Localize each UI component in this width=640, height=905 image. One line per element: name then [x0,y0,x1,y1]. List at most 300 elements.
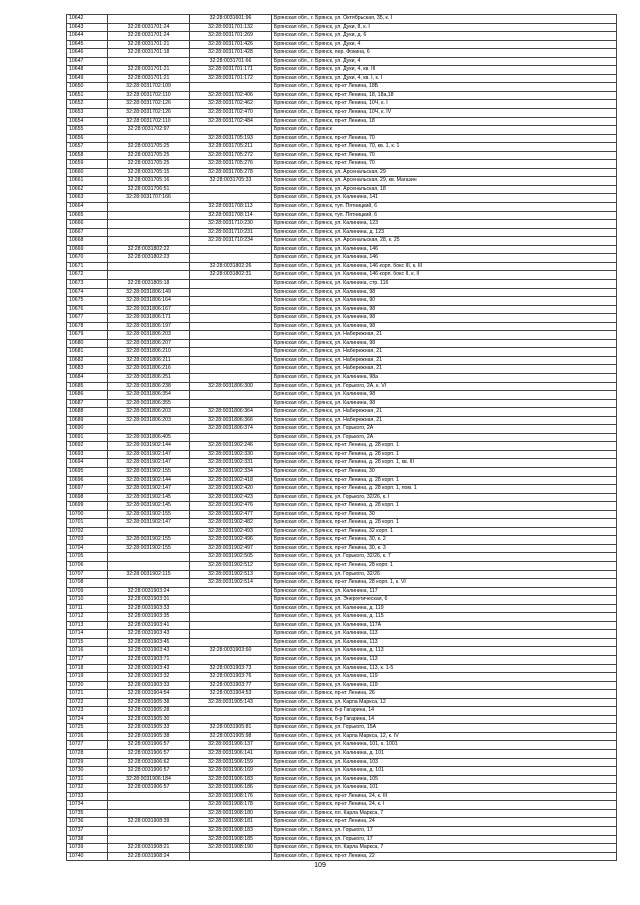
address-cell: Брянская обл., г. Брянск, пр-кт Ленина, д. 28 корп. 1 [272,476,617,485]
land-cadastral-number-cell: 32:28:0031903:32 [108,673,190,682]
object-cadastral-number-cell: 32:28:0031908:178 [190,801,272,810]
address-cell: Брянская обл., г. Брянск, ул. Энергетическая, 6 [272,596,617,605]
row-number-cell: 10705 [67,553,108,562]
row-number-cell: 10735 [67,809,108,818]
land-cadastral-number-cell: 32:28:0031701:21 [108,66,190,75]
address-cell: Брянская обл., г. Брянск, пр-кт Ленина, 24, к. I [272,801,617,810]
object-cadastral-number-cell: 32:28:0031906:137 [190,741,272,750]
row-number-cell: 10664 [67,203,108,212]
land-cadastral-number-cell: 32:28:0031706:51 [108,185,190,194]
object-cadastral-number-cell [190,331,272,340]
row-number-cell: 10716 [67,647,108,656]
address-cell: Брянская обл., г. Брянск, ул. Горького, 32/26, к. I [272,493,617,502]
object-cadastral-number-cell: 32:28:0031701:171 [190,66,272,75]
table-row [67,792,617,801]
address-cell: Брянская обл., г. Брянск, пр-кт Ленина, 24, к. III [272,792,617,801]
object-cadastral-number-cell [190,356,272,365]
object-cadastral-number-cell: 32:28:0031701:66 [190,57,272,66]
address-cell: Брянская обл., г. Брянск, ул. Горького, 32/26 [272,570,617,579]
address-cell: Брянская обл., г. Брянск, пр-кт Ленина, 70 [272,134,617,143]
address-cell: Брянская обл., г. Брянск, ул. Арсенальская, 18 [272,185,617,194]
row-number-cell: 10653 [67,109,108,118]
table-row [67,630,617,639]
address-cell: Брянская обл., г. Брянск, ул. Калинина, д. 115 [272,613,617,622]
address-cell: Брянская обл., г. Брянск, ул. Горького, 2А, к. VI [272,382,617,391]
row-number-cell: 10642 [67,15,108,24]
land-cadastral-number-cell: 32:28:0031905:30 [108,715,190,724]
land-cadastral-number-cell: 32:28:0031902:155 [108,544,190,553]
table-row [67,408,617,417]
land-cadastral-number-cell: 32:28:0031902:147 [108,519,190,528]
address-cell: Брянская обл., г. Брянск, пр-кт Ленина, д. 28 корп. 1, пом. 1 [272,485,617,494]
table-row [67,262,617,271]
address-cell: Брянская обл., г. Брянск, ул. Калинина, 146 [272,254,617,263]
land-cadastral-number-cell: 32:28:0031908:21 [108,844,190,853]
address-cell: Брянская обл., г. Брянск, ул. Калинина, 119 [272,673,617,682]
row-number-cell: 10685 [67,382,108,391]
address-cell: Брянская обл., г. Брянск, ул. Набережная, 21 [272,408,617,417]
land-cadastral-number-cell: 32:28:0031904:54 [108,690,190,699]
land-cadastral-number-cell [108,211,190,220]
row-number-cell: 10717 [67,656,108,665]
row-number-cell: 10740 [67,852,108,861]
row-number-cell: 10707 [67,570,108,579]
land-cadastral-number-cell: 32:28:0031902:144 [108,442,190,451]
row-number-cell: 10670 [67,254,108,263]
address-cell: Брянская обл., г. Брянск, туп. Пятницкий, 6 [272,203,617,212]
row-number-cell: 10668 [67,237,108,246]
land-cadastral-number-cell: 32:28:0031806:197 [108,322,190,331]
row-number-cell: 10701 [67,519,108,528]
table-row [67,732,617,741]
row-number-cell: 10704 [67,544,108,553]
row-number-cell: 10729 [67,758,108,767]
address-cell: Брянская обл., г. Брянск, ул. Арсенальская, 29 [272,168,617,177]
object-cadastral-number-cell: 32:28:0031902:246 [190,442,272,451]
object-cadastral-number-cell: 32:28:0031906:186 [190,784,272,793]
land-cadastral-number-cell: 32:28:0031806:171 [108,314,190,323]
object-cadastral-number-cell: 32:28:0031601:96 [190,15,272,24]
row-number-cell: 10650 [67,83,108,92]
table-row [67,681,617,690]
land-cadastral-number-cell: 32:28:0031802:22 [108,245,190,254]
land-cadastral-number-cell: 32:28:0031701:21 [108,74,190,83]
table-row [67,715,617,724]
table-row [67,519,617,528]
row-number-cell: 10698 [67,493,108,502]
row-number-cell: 10645 [67,40,108,49]
land-cadastral-number-cell: 32:28:0031702:97 [108,126,190,135]
table-row [67,784,617,793]
address-cell: Брянская обл., г. Брянск, ул. Калинина, 98 [272,399,617,408]
object-cadastral-number-cell: 32:28:0031908:180 [190,809,272,818]
table-row [67,767,617,776]
row-number-cell: 10721 [67,690,108,699]
object-cadastral-number-cell: 32:28:0031702:484 [190,117,272,126]
row-number-cell: 10651 [67,91,108,100]
row-number-cell: 10736 [67,818,108,827]
object-cadastral-number-cell [190,254,272,263]
object-cadastral-number-cell: 32:28:0031902:505 [190,553,272,562]
table-row [67,638,617,647]
row-number-cell: 10702 [67,527,108,536]
land-cadastral-number-cell: 32:28:0031806:354 [108,391,190,400]
object-cadastral-number-cell [190,279,272,288]
object-cadastral-number-cell: 32:28:0031701:132 [190,23,272,32]
land-cadastral-number-cell: 32:28:0031705:15 [108,168,190,177]
row-number-cell: 10728 [67,750,108,759]
page-number: 109 [314,862,326,869]
table-row [67,211,617,220]
table-row [67,818,617,827]
object-cadastral-number-cell: 32:28:0031702:462 [190,100,272,109]
object-cadastral-number-cell: 32:28:0031902:496 [190,536,272,545]
table-row [67,245,617,254]
land-cadastral-number-cell [108,792,190,801]
land-cadastral-number-cell: 32:28:0031903:33 [108,604,190,613]
address-cell: Брянская обл., г. Брянск, ул. Калинина, 98 [272,339,617,348]
table-row [67,66,617,75]
registry-table-body [67,15,617,861]
object-cadastral-number-cell: 32:28:0031908:185 [190,835,272,844]
registry-table [66,14,617,861]
object-cadastral-number-cell: 32:28:0031708:113 [190,203,272,212]
land-cadastral-number-cell: 32:28:0031906:184 [108,775,190,784]
address-cell: Брянская обл., г. Брянск, пр-кт Ленина, 70, кв. 1, к. 1 [272,143,617,152]
land-cadastral-number-cell [108,835,190,844]
object-cadastral-number-cell [190,288,272,297]
address-cell: Брянская обл., г. Брянск, ул. Горького, 32/26, к. 7 [272,553,617,562]
land-cadastral-number-cell [108,237,190,246]
address-cell: Брянская обл., г. Брянск, пр-кт Ленина, 28 корп. 1 [272,562,617,571]
object-cadastral-number-cell [190,365,272,374]
table-row [67,587,617,596]
row-number-cell: 10678 [67,322,108,331]
address-cell: Брянская обл., г. Брянск, пр-кт Ленина, д. 28 корп. 1 [272,502,617,511]
row-number-cell: 10738 [67,835,108,844]
table-row [67,596,617,605]
address-cell: Брянская обл., г. Брянск, ул. Калинина, 103 [272,758,617,767]
object-cadastral-number-cell: 32:28:0031701:426 [190,40,272,49]
row-number-cell: 10674 [67,288,108,297]
object-cadastral-number-cell: 32:28:0031902:334 [190,467,272,476]
row-number-cell: 10672 [67,271,108,280]
address-cell: Брянская обл., г. Брянск, пр-кт Ленина, д. 28 корп. 1 [272,450,617,459]
row-number-cell: 10711 [67,604,108,613]
address-cell: Брянская обл., г. Брянск, пр-кт Ленина, 28 корп. 1, к. VI [272,579,617,588]
address-cell: Брянская обл., г. Брянск, ул. Карла Маркса, 12, к. IV [272,732,617,741]
object-cadastral-number-cell [190,613,272,622]
object-cadastral-number-cell: 32:28:0031902:482 [190,519,272,528]
land-cadastral-number-cell: 32:28:0031806:216 [108,365,190,374]
row-number-cell: 10690 [67,425,108,434]
land-cadastral-number-cell: 32:28:0031806:210 [108,348,190,357]
table-row [67,527,617,536]
row-number-cell: 10714 [67,630,108,639]
land-cadastral-number-cell [108,228,190,237]
address-cell: Брянская обл., г. Брянск, пер. Фокина, 6 [272,49,617,58]
object-cadastral-number-cell [190,707,272,716]
object-cadastral-number-cell: 32:28:0031702:470 [190,109,272,118]
table-row [67,391,617,400]
land-cadastral-number-cell [108,562,190,571]
table-row [67,450,617,459]
object-cadastral-number-cell: 32:28:0031902:476 [190,502,272,511]
land-cadastral-number-cell: 32:28:0031702:110 [108,117,190,126]
row-number-cell: 10675 [67,297,108,306]
land-cadastral-number-cell: 32:28:0031806:355 [108,399,190,408]
object-cadastral-number-cell [190,715,272,724]
row-number-cell: 10726 [67,732,108,741]
object-cadastral-number-cell [190,852,272,861]
object-cadastral-number-cell: 32:28:0031905:98 [190,732,272,741]
table-row [67,570,617,579]
table-row [67,160,617,169]
address-cell: Брянская обл., г. Брянск, ул. Калинина, 146 [272,245,617,254]
land-cadastral-number-cell: 32:28:0031906:57 [108,741,190,750]
land-cadastral-number-cell: 32:28:0031806:167 [108,305,190,314]
row-number-cell: 10700 [67,510,108,519]
object-cadastral-number-cell: 32:28:0031908:181 [190,818,272,827]
table-row [67,698,617,707]
table-row [67,604,617,613]
table-row [67,194,617,203]
address-cell: Брянская обл., г. Брянск, ул. Калинина, 117А [272,621,617,630]
land-cadastral-number-cell: 32:28:0031905:33 [108,724,190,733]
row-number-cell: 10727 [67,741,108,750]
table-row [67,433,617,442]
row-number-cell: 10688 [67,408,108,417]
object-cadastral-number-cell [190,638,272,647]
land-cadastral-number-cell: 32:28:0031806:203 [108,416,190,425]
row-number-cell: 10652 [67,100,108,109]
table-row [67,647,617,656]
table-row [67,399,617,408]
row-number-cell: 10696 [67,476,108,485]
address-cell: Брянская обл., г. Брянск, ул. Калинина, 141 [272,194,617,203]
object-cadastral-number-cell: 32:28:0031902:418 [190,476,272,485]
object-cadastral-number-cell: 32:28:0031906:169 [190,767,272,776]
address-cell: Брянская обл., г. Брянск, ул. Калинина, 113 [272,656,617,665]
address-cell: Брянская обл., г. Брянск, ул. Калинина, 123 [272,220,617,229]
table-row [67,151,617,160]
address-cell: Брянская обл., г. Брянск, ул. Калинина, 146 корп. бокс III, к. III [272,262,617,271]
address-cell: Брянская обл., г. Брянск, ул. Калинина, 119 [272,681,617,690]
address-cell: Брянская обл., г. Брянск, туп. Пятницкий, 6 [272,211,617,220]
address-cell: Брянская обл., г. Брянск, ул. Набережная, 21 [272,348,617,357]
row-number-cell: 10689 [67,416,108,425]
land-cadastral-number-cell: 32:28:0031908:39 [108,818,190,827]
table-row [67,365,617,374]
row-number-cell: 10733 [67,792,108,801]
address-cell: Брянская обл., г. Брянск, ул. Арсенальская, 29, кв. Магазин [272,177,617,186]
address-cell: Брянская обл., г. Брянск, пр-кт Ленина, 30 [272,467,617,476]
table-row [67,109,617,118]
row-number-cell: 10691 [67,433,108,442]
row-number-cell: 10684 [67,373,108,382]
land-cadastral-number-cell: 32:28:0031707:166 [108,194,190,203]
address-cell: Брянская обл., г. Брянск, ул. Горького, 15А [272,724,617,733]
table-row [67,348,617,357]
object-cadastral-number-cell: 32:28:0031906:183 [190,775,272,784]
address-cell: Брянская обл., г. Брянск, пр-кт Ленина, 30 [272,510,617,519]
row-number-cell: 10658 [67,151,108,160]
object-cadastral-number-cell [190,185,272,194]
object-cadastral-number-cell: 32:28:0031806:300 [190,382,272,391]
address-cell: Брянская обл., г. Брянск, ул. Калинина, д. 113 [272,647,617,656]
table-row [67,707,617,716]
table-row [67,314,617,323]
object-cadastral-number-cell: 32:28:0031902:497 [190,544,272,553]
land-cadastral-number-cell [108,262,190,271]
land-cadastral-number-cell: 32:28:0031702:126 [108,100,190,109]
object-cadastral-number-cell [190,604,272,613]
object-cadastral-number-cell: 32:28:0031903:76 [190,673,272,682]
row-number-cell: 10680 [67,339,108,348]
land-cadastral-number-cell [108,527,190,536]
address-cell: Брянская обл., г. Брянск, ул. Арсенальская, 28, к. 25 [272,237,617,246]
table-row [67,49,617,58]
row-number-cell: 10712 [67,613,108,622]
object-cadastral-number-cell [190,391,272,400]
object-cadastral-number-cell: 32:28:0031906:141 [190,750,272,759]
land-cadastral-number-cell: 32:28:0031806:207 [108,339,190,348]
object-cadastral-number-cell: 32:28:0031902:514 [190,579,272,588]
land-cadastral-number-cell: 32:28:0031902:155 [108,510,190,519]
land-cadastral-number-cell: 32:28:0031806:164 [108,297,190,306]
table-row [67,271,617,280]
object-cadastral-number-cell: 32:28:0031705:272 [190,151,272,160]
table-row [67,775,617,784]
land-cadastral-number-cell: 32:28:0031903:35 [108,613,190,622]
address-cell: Брянская обл., г. Брянск, ул. Калинина, стр. 116 [272,279,617,288]
table-row [67,83,617,92]
row-number-cell: 10683 [67,365,108,374]
object-cadastral-number-cell [190,656,272,665]
object-cadastral-number-cell [190,297,272,306]
object-cadastral-number-cell: 32:28:0031903:77 [190,681,272,690]
table-row [67,664,617,673]
table-row [67,809,617,818]
address-cell: Брянская обл., г. Брянск, ул. Калинина, 101, к. 1001 [272,741,617,750]
land-cadastral-number-cell: 32:28:0031701:18 [108,49,190,58]
land-cadastral-number-cell: 32:28:0031908:24 [108,852,190,861]
table-row [67,621,617,630]
row-number-cell: 10725 [67,724,108,733]
land-cadastral-number-cell: 32:28:0031702:109 [108,83,190,92]
row-number-cell: 10679 [67,331,108,340]
land-cadastral-number-cell: 32:28:0031806:203 [108,408,190,417]
object-cadastral-number-cell: 32:28:0031806:366 [190,416,272,425]
address-cell: Брянская обл., г. Брянск, ул. Горького, 17 [272,826,617,835]
row-number-cell: 10739 [67,844,108,853]
table-row [67,279,617,288]
table-row [67,203,617,212]
land-cadastral-number-cell: 32:28:0031705:25 [108,160,190,169]
object-cadastral-number-cell: 32:28:0031806:364 [190,408,272,417]
row-number-cell: 10693 [67,450,108,459]
address-cell: Брянская обл., г. Брянск, ул. Горького, 2А [272,425,617,434]
object-cadastral-number-cell: 32:28:0031904:53 [190,690,272,699]
table-row [67,579,617,588]
address-cell: Брянская обл., г. Брянск, пр-кт Ленина, 32 корп. 1 [272,527,617,536]
table-row [67,228,617,237]
object-cadastral-number-cell [190,83,272,92]
land-cadastral-number-cell: 32:28:0031905:38 [108,698,190,707]
address-cell: Брянская обл., г. Брянск, ул. Калинина, 98а [272,373,617,382]
table-row [67,168,617,177]
object-cadastral-number-cell: 32:28:0031903:60 [190,647,272,656]
row-number-cell: 10657 [67,143,108,152]
table-row [67,322,617,331]
table-row [67,254,617,263]
row-number-cell: 10663 [67,194,108,203]
row-number-cell: 10734 [67,801,108,810]
object-cadastral-number-cell: 32:28:0031902:331 [190,459,272,468]
row-number-cell: 10697 [67,485,108,494]
object-cadastral-number-cell: 32:28:0031802:26 [190,262,272,271]
row-number-cell: 10695 [67,467,108,476]
row-number-cell: 10660 [67,168,108,177]
address-cell: Брянская обл., г. Брянск, пр-кт Ленина, 18, 18а,18 [272,91,617,100]
table-row [67,134,617,143]
land-cadastral-number-cell [108,220,190,229]
table-row [67,177,617,186]
address-cell: Брянская обл., г. Брянск, пр-кт Ленина, д. 28 корп. 1, кв. III [272,459,617,468]
object-cadastral-number-cell: 32:28:0031705:33 [190,177,272,186]
land-cadastral-number-cell: 32:28:0031705:16 [108,177,190,186]
table-row [67,750,617,759]
land-cadastral-number-cell [108,801,190,810]
land-cadastral-number-cell: 32:28:0031902:147 [108,450,190,459]
address-cell: Брянская обл., г. Брянск, пр-кт Ленина, 30, к. 2 [272,536,617,545]
table-row [67,220,617,229]
address-cell: Брянская обл., г. Брянск, ул. Калинина, д. 101 [272,750,617,759]
object-cadastral-number-cell: 32:28:0031708:114 [190,211,272,220]
land-cadastral-number-cell: 32:28:0031903:43 [108,664,190,673]
row-number-cell: 10724 [67,715,108,724]
object-cadastral-number-cell: 32:28:0031710:234 [190,237,272,246]
row-number-cell: 10656 [67,134,108,143]
address-cell: Брянская обл., г. Брянск, пр-кт Ленина, 18 [272,117,617,126]
object-cadastral-number-cell: 32:28:0031902:420 [190,485,272,494]
land-cadastral-number-cell: 32:28:0031806:251 [108,373,190,382]
table-row [67,297,617,306]
land-cadastral-number-cell [108,271,190,280]
land-cadastral-number-cell: 32:28:0031905:38 [108,732,190,741]
row-number-cell: 10713 [67,621,108,630]
land-cadastral-number-cell [108,809,190,818]
address-cell: Брянская обл., г. Брянск, ул. Калинина, 101 [272,784,617,793]
table-row [67,40,617,49]
land-cadastral-number-cell: 32:28:0031903:24 [108,587,190,596]
address-cell: Брянская обл., г. Брянск, ул. Калинина, 113, к. 1-5 [272,664,617,673]
table-row [67,416,617,425]
row-number-cell: 10649 [67,74,108,83]
object-cadastral-number-cell: 32:28:0031905:143 [190,698,272,707]
address-cell: Брянская обл., г. Брянск, б-р Гагарина, 14 [272,715,617,724]
row-number-cell: 10737 [67,826,108,835]
row-number-cell: 10718 [67,664,108,673]
address-cell: Брянская обл., г. Брянск, ул. Калинина, д. 123 [272,228,617,237]
table-row [67,23,617,32]
row-number-cell: 10692 [67,442,108,451]
object-cadastral-number-cell: 32:28:0031908:190 [190,844,272,853]
land-cadastral-number-cell: 32:28:0031903:45 [108,638,190,647]
object-cadastral-number-cell [190,373,272,382]
address-cell: Брянская обл., г. Брянск, ул. Калинина, 98 [272,305,617,314]
row-number-cell: 10646 [67,49,108,58]
